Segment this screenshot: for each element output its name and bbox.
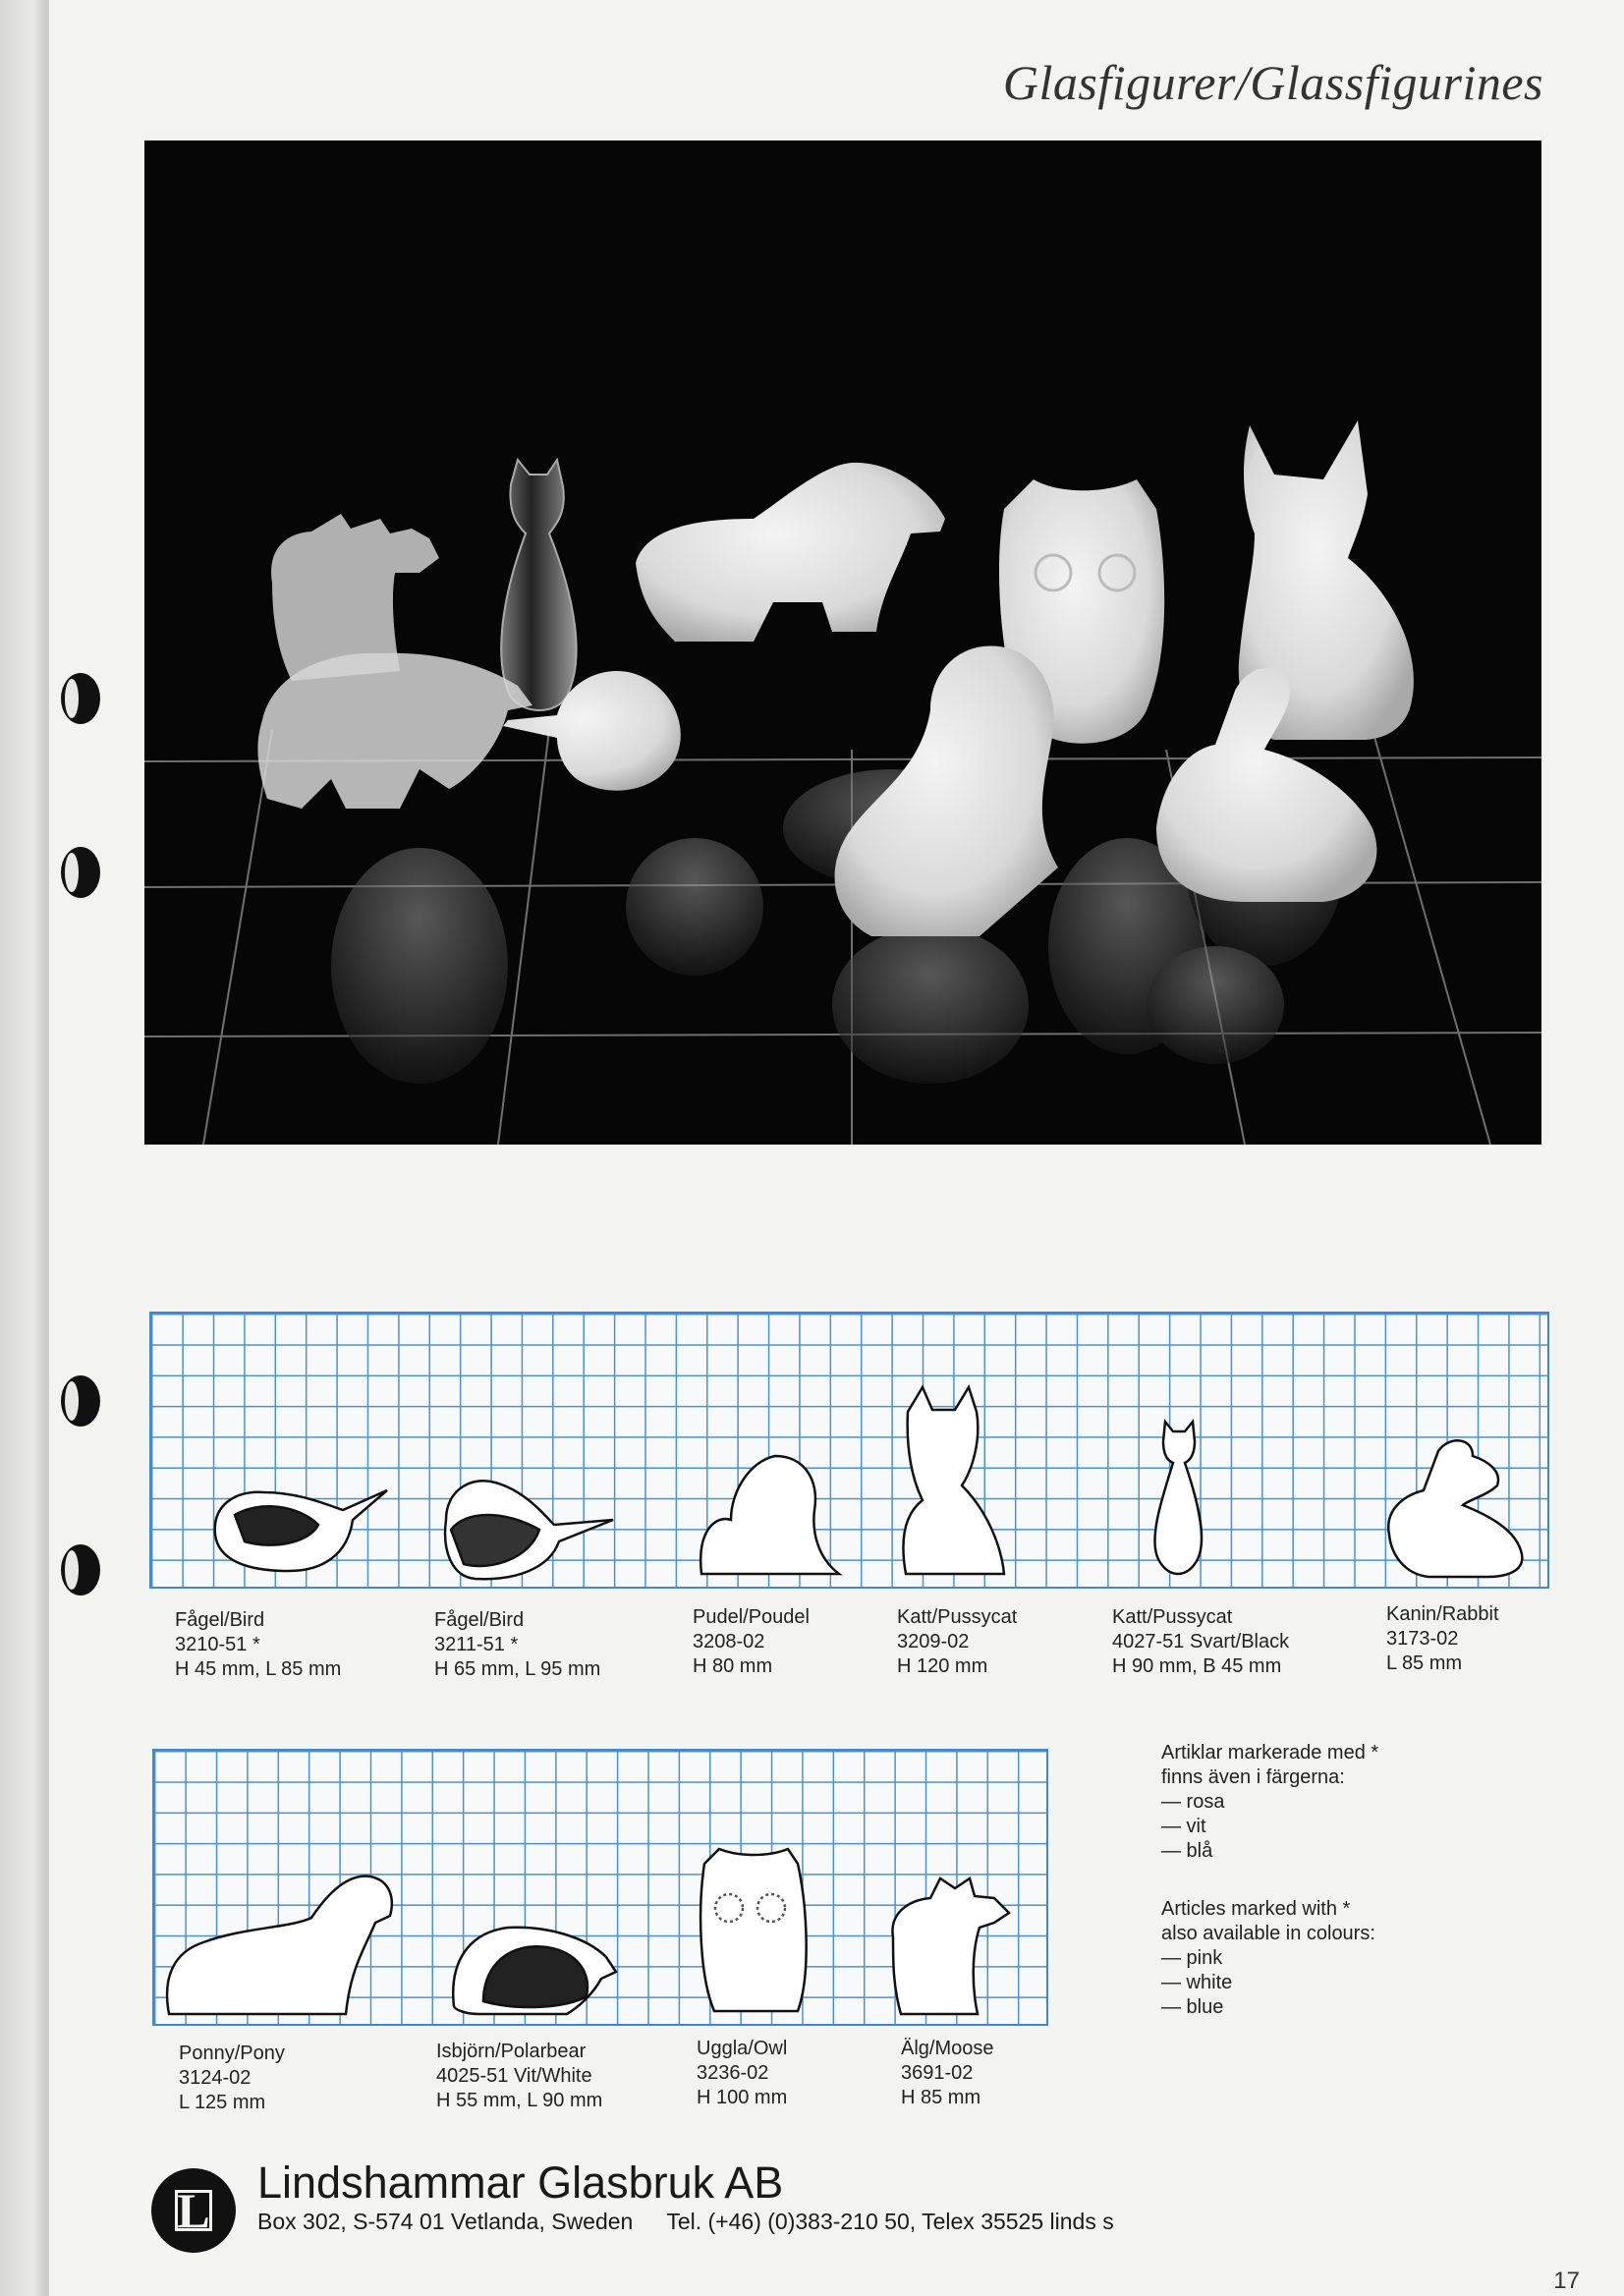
item-polarbear-4025: Isbjörn/Polarbear 4025-51 Vit/White H 55 mm, L 90 mm xyxy=(436,2041,603,2111)
cat-3209-drawing xyxy=(903,1387,1004,1574)
drawings-row-2 xyxy=(154,1751,1050,2028)
item-moose-3691: Älg/Moose 3691-02 H 85 mm xyxy=(901,2038,994,2108)
item-bird-3211: Fågel/Bird 3211-51 * H 65 mm, L 95 mm xyxy=(434,1609,601,1680)
poodle-drawing xyxy=(700,1456,839,1574)
company-logo: L xyxy=(151,2168,236,2253)
page-title: Glasfigurer/Glassfigurines xyxy=(1002,55,1543,110)
moose-drawing xyxy=(892,1878,1009,2014)
grid-drawing-row-1 xyxy=(149,1312,1549,1589)
item-bird-3210: Fågel/Bird 3210-51 * H 45 mm, L 85 mm xyxy=(175,1609,342,1680)
company-address: Box 302, S-574 01 Vetlanda, Sweden Tel. (+46) (0)383-210 50, Telex 35525 linds s xyxy=(257,2209,1114,2234)
item-pony-3124: Ponny/Pony 3124-02 L 125 mm xyxy=(179,2043,285,2113)
item-rabbit-3173: Kanin/Rabbit 3173-02 L 85 mm xyxy=(1386,1603,1499,1674)
item-owl-3236: Uggla/Owl 3236-02 H 100 mm xyxy=(697,2038,788,2108)
binder-hole xyxy=(61,673,100,724)
binder-hole xyxy=(61,1375,100,1427)
owl-drawing xyxy=(700,1849,807,2011)
rabbit-drawing xyxy=(1388,1440,1522,1577)
black-cat-figurine xyxy=(501,460,576,710)
note-english: Articles marked with * also available in colours: — pink — white — blue xyxy=(1161,1898,1375,2018)
cat-4027-drawing xyxy=(1154,1422,1202,1574)
figurines-photo-illustration xyxy=(144,140,1541,1145)
item-cat-4027: Katt/Pussycat 4027-51 Svart/Black H 90 mm, B 45 mm xyxy=(1112,1606,1290,1677)
pony-drawing xyxy=(167,1876,392,2014)
note-swedish: Artiklar markerade med * finns även i färgerna: — rosa — vit — blå xyxy=(1161,1742,1379,1862)
page-number: 17 xyxy=(1553,2268,1580,2294)
drawings-row-1 xyxy=(151,1314,1551,1591)
pony-figurine xyxy=(636,463,945,642)
grid-drawing-row-2 xyxy=(152,1749,1048,2026)
polarbear-figurine xyxy=(257,653,532,809)
company-name: Lindshammar Glasbruk AB xyxy=(257,2157,784,2208)
item-poodle-3208: Pudel/Poudel 3208-02 H 80 mm xyxy=(693,1606,810,1677)
item-cat-3209: Katt/Pussycat 3209-02 H 120 mm xyxy=(897,1606,1018,1677)
product-photo xyxy=(144,140,1541,1145)
binder-hole xyxy=(61,1544,100,1596)
binder-spine xyxy=(0,0,47,2296)
binder-hole xyxy=(61,847,100,898)
